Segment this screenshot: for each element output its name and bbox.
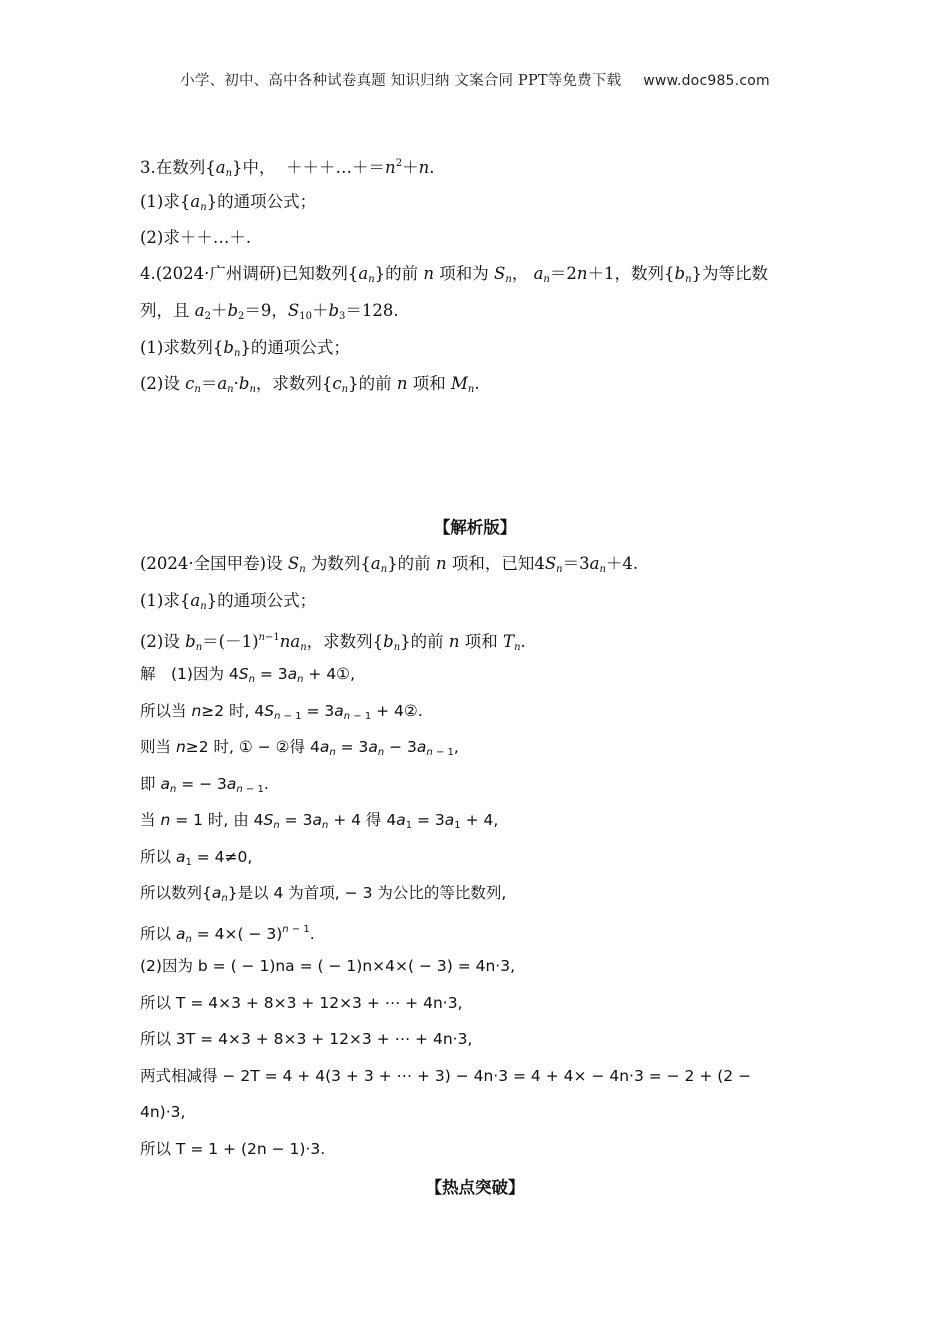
hot-topics-title: 【热点突破】 — [425, 1178, 525, 1197]
solution-line-5: 当 n = 1 时, 由 $4S_n = 3a_n + 4$ 得 $4a_1 = 3a_1 + 4$, — [140, 811, 499, 831]
analysis-question: (2024·全国甲卷)设 $S_n$ 为数列$\{a_n\}$的前 n 项和，已知$4S_n=3a_n+4$. — [140, 554, 639, 575]
solution-line-14: 所以 T = 1 + (2n − 1)·3. — [140, 1140, 326, 1158]
analysis-question-1: (1)求$\{a_n\}$的通项公式； — [140, 591, 317, 612]
solution-line-3: 则当 n≥2 时, ① − ②得 $4a_n = 3a_n - 3a_{n - 1}$, — [140, 738, 459, 758]
solution-line-7: 所以数列$\{a_n\}$是以 4 为首项, − 3 为公比的等比数列, — [140, 884, 507, 904]
header-text: 小学、初中、高中各种试卷真题 知识归纳 文案合同 PPT等免费下载 — [180, 73, 622, 89]
solution-line-1: 解 (1)因为 $4S_n = 3a_n$ + 4①, — [140, 665, 356, 685]
solution-line-11: 所以 3T = 4×3 + 8×3 + 12×3 + ⋯ + 4n·3, — [140, 1030, 473, 1048]
analysis-section-title: 【解析版】 — [433, 518, 517, 537]
analysis-question-2: (2)设 $b_n=(-1)^{n-1}na_n$，求数列$\{b_n\}$的前 n 项和 $T_n$. — [140, 632, 526, 653]
problem-3-statement: 3.在数列$\{a_n\}$中， $+++\dots+=n^2+n$. — [140, 158, 435, 179]
page-header — [0, 69, 950, 90]
problem-3-question-2: (2)求＋＋…＋. — [140, 228, 252, 247]
problem-4-question-2: (2)设 $c_n=a_n\cdot b_n$，求数列$\{c_n\}$的前 n 项和 $M_n$. — [140, 374, 480, 395]
header-url[interactable]: www.doc985.com — [643, 73, 770, 89]
solution-line-8: 所以 $a_n = 4\times( - 3)^{n - 1}$. — [140, 924, 315, 945]
solution-line-9: (2)因为 b = ( − 1)na = ( − 1)n×4×( − 3) = 4n·3, — [140, 957, 516, 975]
solution-line-10: 所以 T = 4×3 + 8×3 + 12×3 + ⋯ + 4n·3, — [140, 994, 463, 1012]
solution-line-13: 4n)·3, — [140, 1103, 186, 1121]
solution-line-6: 所以 $a_1 = 4\ne 0$, — [140, 848, 253, 868]
problem-4-question-1: (1)求数列$\{b_n\}$的通项公式； — [140, 338, 350, 359]
solution-line-4: 即 $a_n$ = − $3a_{n - 1}$. — [140, 775, 269, 795]
problem-3-question-1: (1)求$\{a_n\}$的通项公式； — [140, 192, 317, 213]
solution-line-2: 所以当 n≥2 时, $4S_{n - 1} = 3a_{n - 1}$ + 4②. — [140, 702, 423, 722]
problem-4-statement: 4.(2024·广州调研)已知数列$\{a_n\}$的前 n 项和为 $S_n$， $a_n=2n+1$，数列$\{b_n\}$为等比数 — [140, 264, 769, 285]
solution-line-12: 两式相减得 − 2T = 4 + 4(3 + 3 + ⋯ + 3) − 4n·3 = 4 + 4× − 4n·3 = − 2 + (2 − — [140, 1067, 752, 1085]
problem-4-statement-continued: 列，且 $a_2+b_2=9$，$S_{10}+b_3=128$. — [140, 301, 399, 322]
